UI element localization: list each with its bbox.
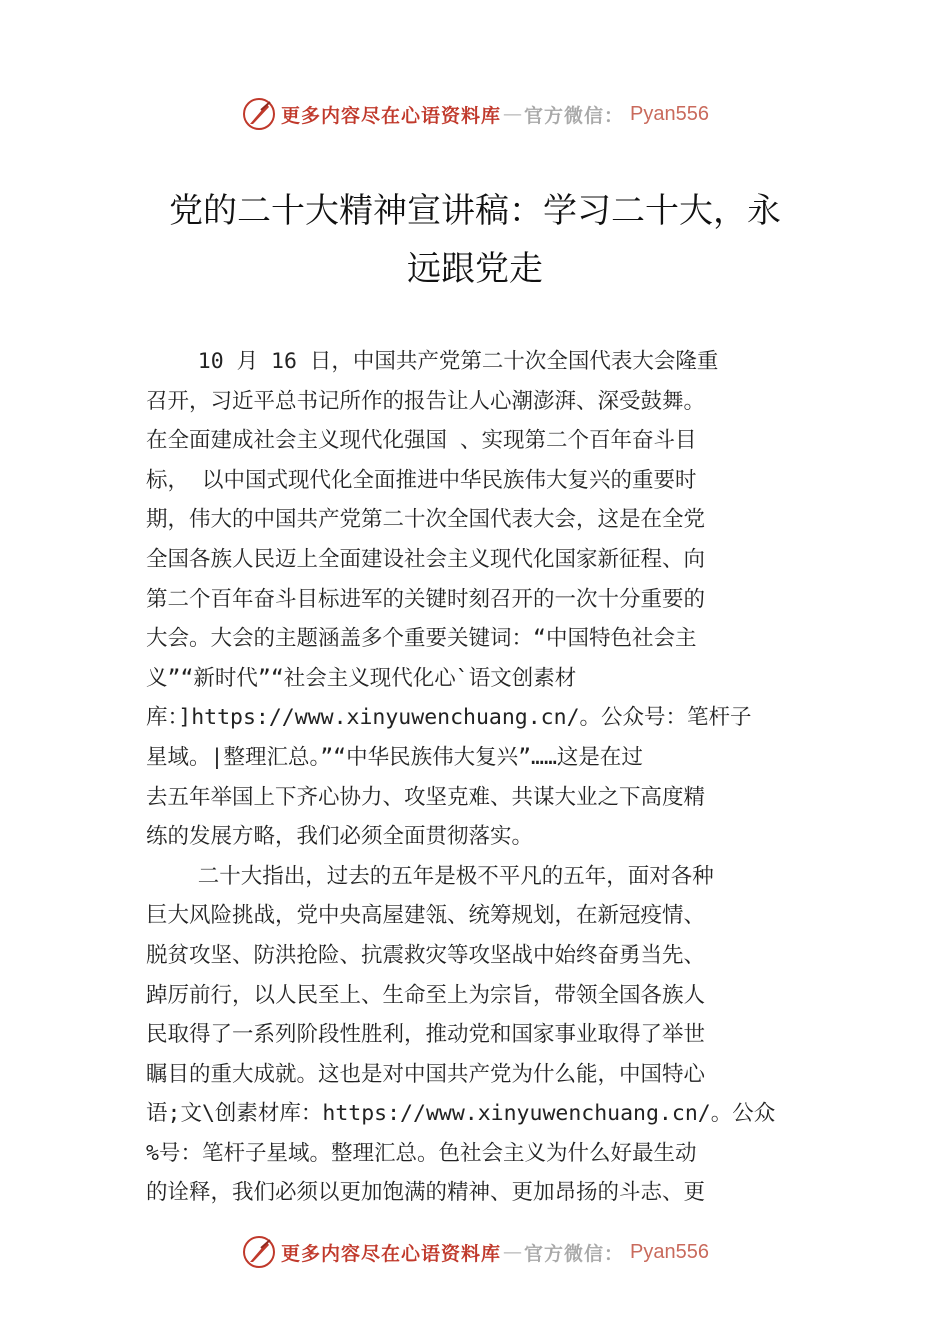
body-line: 民取得了一系列阶段性胜利，推动党和国家事业取得了举世 [146, 1022, 706, 1048]
banner-wechat-id: Pyan556 [630, 102, 709, 125]
body-line: 大会。大会的主题涵盖多个重要关键词：“中国特色社会主 [146, 626, 697, 652]
body-line: 在全面建成社会主义现代化强国 、实现第二个百年奋斗目 [146, 428, 697, 454]
pen-feather-logo-icon [241, 96, 277, 132]
header-banner [0, 94, 950, 134]
document-title [120, 182, 830, 298]
body-line: 10 月 16 日，中国共产党第二十次全国代表大会隆重 [146, 349, 719, 374]
title-line-2: 远跟党走 [407, 249, 543, 289]
banner-wechat-label: 官方微信： [524, 1242, 625, 1265]
footer-banner [0, 1232, 950, 1272]
title-line-1: 党的二十大精神宣讲稿：学习二十大，永 [169, 191, 781, 231]
body-line: 巨大风险挑战，党中央高屋建瓴、统筹规划，在新冠疫情、 [146, 903, 706, 929]
document-body [146, 342, 810, 1213]
body-line: 去五年举国上下齐心协力、攻坚克难、共谋大业之下高度精 [146, 784, 706, 810]
banner-site-text: 更多内容尽在心语资料库 [281, 104, 502, 127]
banner-wechat-id: Pyan556 [630, 1240, 709, 1263]
body-line: 库：]https://www.xinyuwenchuang.cn/。公众号：笔杆子 [146, 705, 752, 731]
body-line: 召开，习近平总书记所作的报告让人心潮澎湃、深受鼓舞。 [146, 388, 706, 414]
body-line: 二十大指出，过去的五年是极不平凡的五年，面对各种 [146, 863, 714, 889]
banner-dash: — [503, 1241, 523, 1263]
banner-dash: — [503, 103, 523, 125]
banner-wechat-label: 官方微信： [524, 104, 625, 127]
banner-site-text: 更多内容尽在心语资料库 [281, 1242, 502, 1265]
body-line: 义”“新时代”“社会主义现代化心`语文创素材 [146, 665, 577, 691]
body-line: 脱贫攻坚、防洪抢险、抗震救灾等攻坚战中始终奋勇当先、 [146, 942, 706, 968]
body-line: 第二个百年奋斗目标进军的关键时刻召开的一次十分重要的 [146, 586, 706, 612]
body-line: 的诠释，我们必须以更加饱满的精神、更加昂扬的斗志、更 [146, 1180, 706, 1206]
body-line: 星域。|整理汇总。”“中华民族伟大复兴”……这是在过 [146, 744, 643, 770]
body-line: 练的发展方略，我们必须全面贯彻落实。 [146, 824, 534, 850]
body-line: 全国各族人民迈上全面建设社会主义现代化国家新征程、向 [146, 546, 706, 572]
pen-feather-logo-icon [241, 1234, 277, 1270]
body-line: 瞩目的重大成就。这也是对中国共产党为什么能，中国特心 [146, 1061, 706, 1087]
body-line: 期，伟大的中国共产党第二十次全国代表大会，这是在全党 [146, 507, 706, 533]
body-line: 标， 以中国式现代化全面推进中华民族伟大复兴的重要时 [146, 467, 697, 493]
body-line: %号：笔杆子星域。整理汇总。色社会主义为什么好最生动 [146, 1140, 697, 1166]
body-line: 踔厉前行，以人民至上、生命至上为宗旨，带领全国各族人 [146, 982, 706, 1008]
body-line: 语;文\创素材库：https://www.xinyuwenchuang.cn/。公众 [146, 1101, 776, 1127]
